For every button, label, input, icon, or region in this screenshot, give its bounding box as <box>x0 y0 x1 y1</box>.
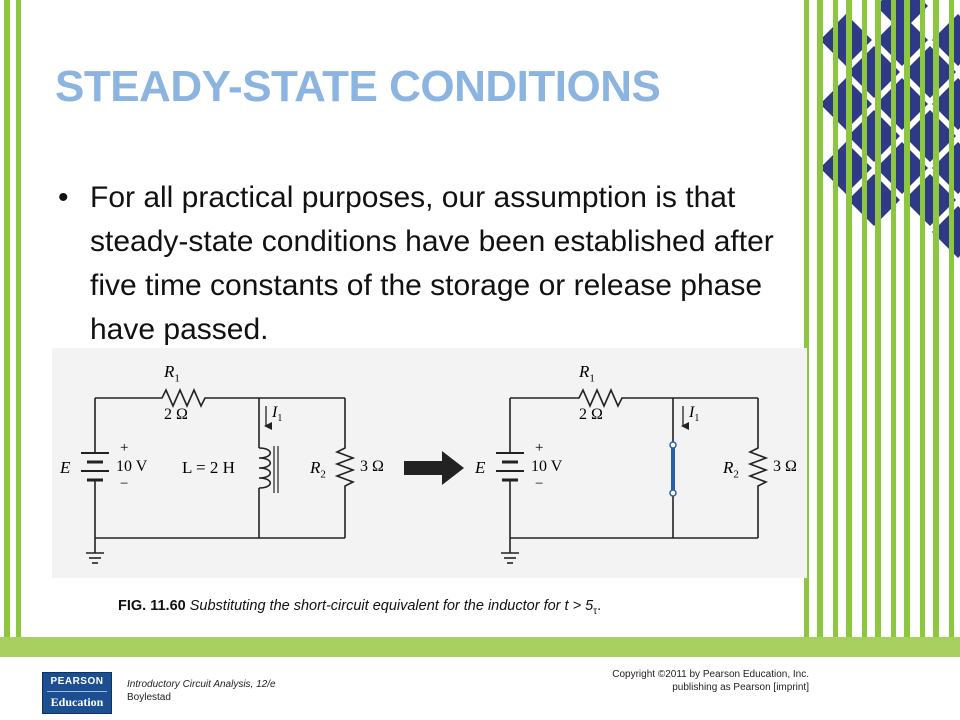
book-title: Introductory Circuit Analysis, 12/e <box>127 679 276 690</box>
left-source-value: 10 V <box>116 458 148 475</box>
logo-line1: PEARSON <box>50 676 104 687</box>
right-source-value: 10 V <box>531 458 563 475</box>
figure-caption <box>118 598 601 617</box>
right-current-label: $I_1$ <box>689 404 700 425</box>
bullet-symbol: • <box>58 181 69 214</box>
left-source-minus: − <box>120 476 129 492</box>
copyright-line1: Copyright ©2011 by Pearson Education, Inc. <box>612 669 809 680</box>
book-author: Boylestad <box>127 692 171 703</box>
right-source-name: E <box>475 458 486 477</box>
right-r1-value: 2 Ω <box>579 406 603 423</box>
left-source-plus: + <box>120 440 129 456</box>
right-decoration <box>800 0 960 652</box>
left-r1-label: $R_1$ <box>164 362 180 385</box>
circuit-figure <box>52 348 807 578</box>
bullet-point <box>58 176 798 352</box>
left-current-label: $I_1$ <box>272 404 283 425</box>
left-source-name: E <box>60 458 71 477</box>
right-r2-label: $R_2$ <box>723 458 739 481</box>
copyright-notice <box>612 668 809 694</box>
left-r2-label: $R_2$ <box>310 458 326 481</box>
right-source-minus: − <box>535 476 544 492</box>
logo-separator <box>47 691 107 692</box>
pearson-logo <box>42 672 112 714</box>
left-r2-value: 3 Ω <box>360 458 384 475</box>
bullet-text: For all practical purposes, our assumption is that steady-state conditions have been established after five time constants of the storage or release phase have passed. <box>90 181 774 346</box>
slide-title: STEADY-STATE CONDITIONS <box>55 62 661 111</box>
caption-end: . <box>597 598 602 614</box>
footer-divider <box>0 657 960 658</box>
right-r2-value: 3 Ω <box>773 458 797 475</box>
copyright-line2: publishing as Pearson [imprint] <box>672 682 809 693</box>
right-source-plus: + <box>535 440 544 456</box>
logo-line2: Education <box>50 695 104 709</box>
caption-text: Substituting the short-circuit equivalent for the inductor for t > 5 <box>185 598 594 614</box>
inductor-label: L = 2 H <box>182 458 235 477</box>
right-r1-label: $R_1$ <box>579 362 595 385</box>
transformation-arrow <box>404 451 464 485</box>
left-stripe-decoration <box>0 0 30 640</box>
footer-band <box>0 637 960 657</box>
left-r1-value: 2 Ω <box>164 406 188 423</box>
caption-subscript: τ <box>593 605 598 617</box>
book-info <box>127 678 276 704</box>
figure-number: FIG. 11.60 <box>118 598 186 614</box>
